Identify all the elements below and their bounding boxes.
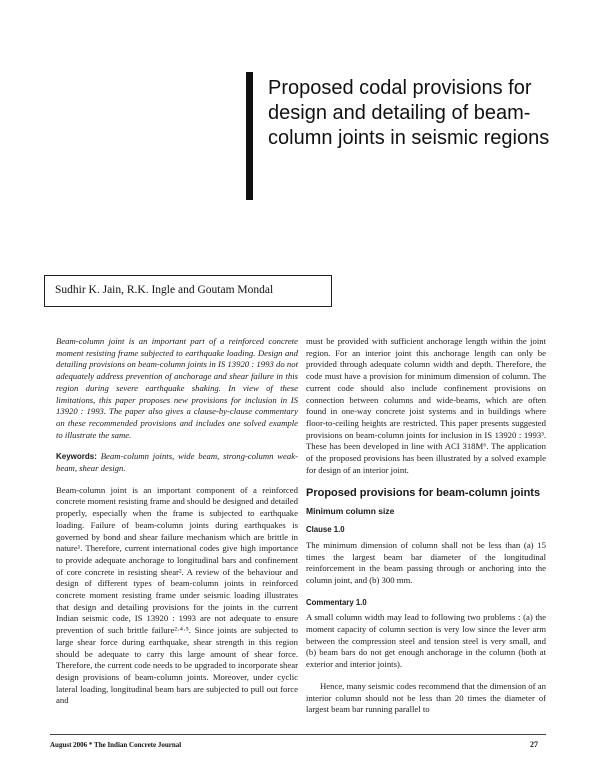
left-column [56, 336, 298, 717]
commentary-text-continued: Hence, many seismic codes recommend that the dimension of an interior column should not be less than 20 times the diameter of largest beam bar running parallel to [306, 680, 546, 715]
paper-title: Proposed codal provisions for design and detailing of beam-column joints in seismic regions [268, 77, 550, 149]
commentary-text: A small column width may lead to following two problems : (a) the moment capacity of column section is very low since the lever arm between the compression steel and tension steel is very small, and (b) beam bars do not get enough anchorage in the column (both at exterior and interior joints). [306, 612, 546, 670]
right-column [306, 336, 546, 726]
page-number: 27 [530, 740, 538, 749]
section-heading: Proposed provisions for beam-column joints [306, 487, 541, 500]
footer-journal: August 2006 * The Indian Concrete Journal [50, 741, 182, 749]
author-box: Sudhir K. Jain, R.K. Ingle and Goutam Mondal [44, 275, 332, 307]
subsection-heading: Minimum column size [306, 506, 395, 517]
intro-paragraph: Beam-column joint is an important component of a reinforced concrete moment resisting frame and should be designed and detailed properly, especially when the frame is subjected to earthquake loading. Failure of beam-column joints during earthquakes is governed by bond and shear failure mechanism which are brittle in nature¹. Therefore, current international codes give high importance to provide adequate anchorage to longitudinal bars and confinement of core concrete in resisting shear². A review of the behaviour and design of different types of beam-column joints in reinforced concrete moment resisting frame under seismic loading illustrates that design and detailing provisions for the joints in the current Indian seismic code, IS 13920 : 1993 are not adequate to ensure prevention of such brittle failure²·⁴·⁵. Since joints are subjected to large shear force during earthquake, shear strength in this region should be adequate to carry this large amount of shear force. Therefore, the current code needs to be upgraded to incorporate shear design provisions of beam-column joints. Moreover, under cyclic lateral loading, longitudinal beam bars are subjected to pull out force and [56, 484, 298, 706]
footer-rule [50, 734, 546, 735]
keywords-text: Beam-column joints, wide beam, strong-column weak-beam, shear design. [56, 451, 298, 474]
keywords-label: Keywords: [56, 452, 97, 462]
commentary-label: Commentary 1.0 [306, 597, 367, 607]
abstract: Beam-column joint is an important part of a reinforced concrete moment resisting frame subjected to earthquake loading. Design and detailing provisions on beam-column joints in IS 13920 : 1993 do not adequately address prevention of anchorage and shear failure in this region during severe earthquake shaking. In view of these limitations, this paper proposes new provisions for inclusion in IS 13920 : 1993. The paper also gives a clause-by-clause commentary on these recommended provisions and includes one solved example to illustrate the same. [56, 336, 298, 440]
title-accent-bar [246, 72, 253, 200]
keywords [56, 451, 298, 474]
clause-label: Clause 1.0 [306, 525, 345, 535]
right-intro-paragraph: must be provided with sufficient anchorage length within the joint region. For an interior joint this anchorage length can only be provided through adequate column width and depth. Therefore, the code must have a provision for minimum dimension of column. The current code should also include confinement provisions on connection between columns and wide-beams, which are often found in one-way concrete joist systems and in buildings where floor-to-ceiling heights are restricted. This paper presents suggested provisions on beam-column joints for inclusion in IS 13920 : 1993³. These has been developed in line with ACI 318M⁶. The application of the proposed provisions has been illustrated by a solved example for design of an interior joint. [306, 336, 546, 475]
clause-text: The minimum dimension of column shall not be less than (a) 15 times the largest beam bar diameter of the longitudinal reinforcement in the beam passing through or anchoring into the column joint, and (b) 300 mm. [306, 539, 546, 585]
